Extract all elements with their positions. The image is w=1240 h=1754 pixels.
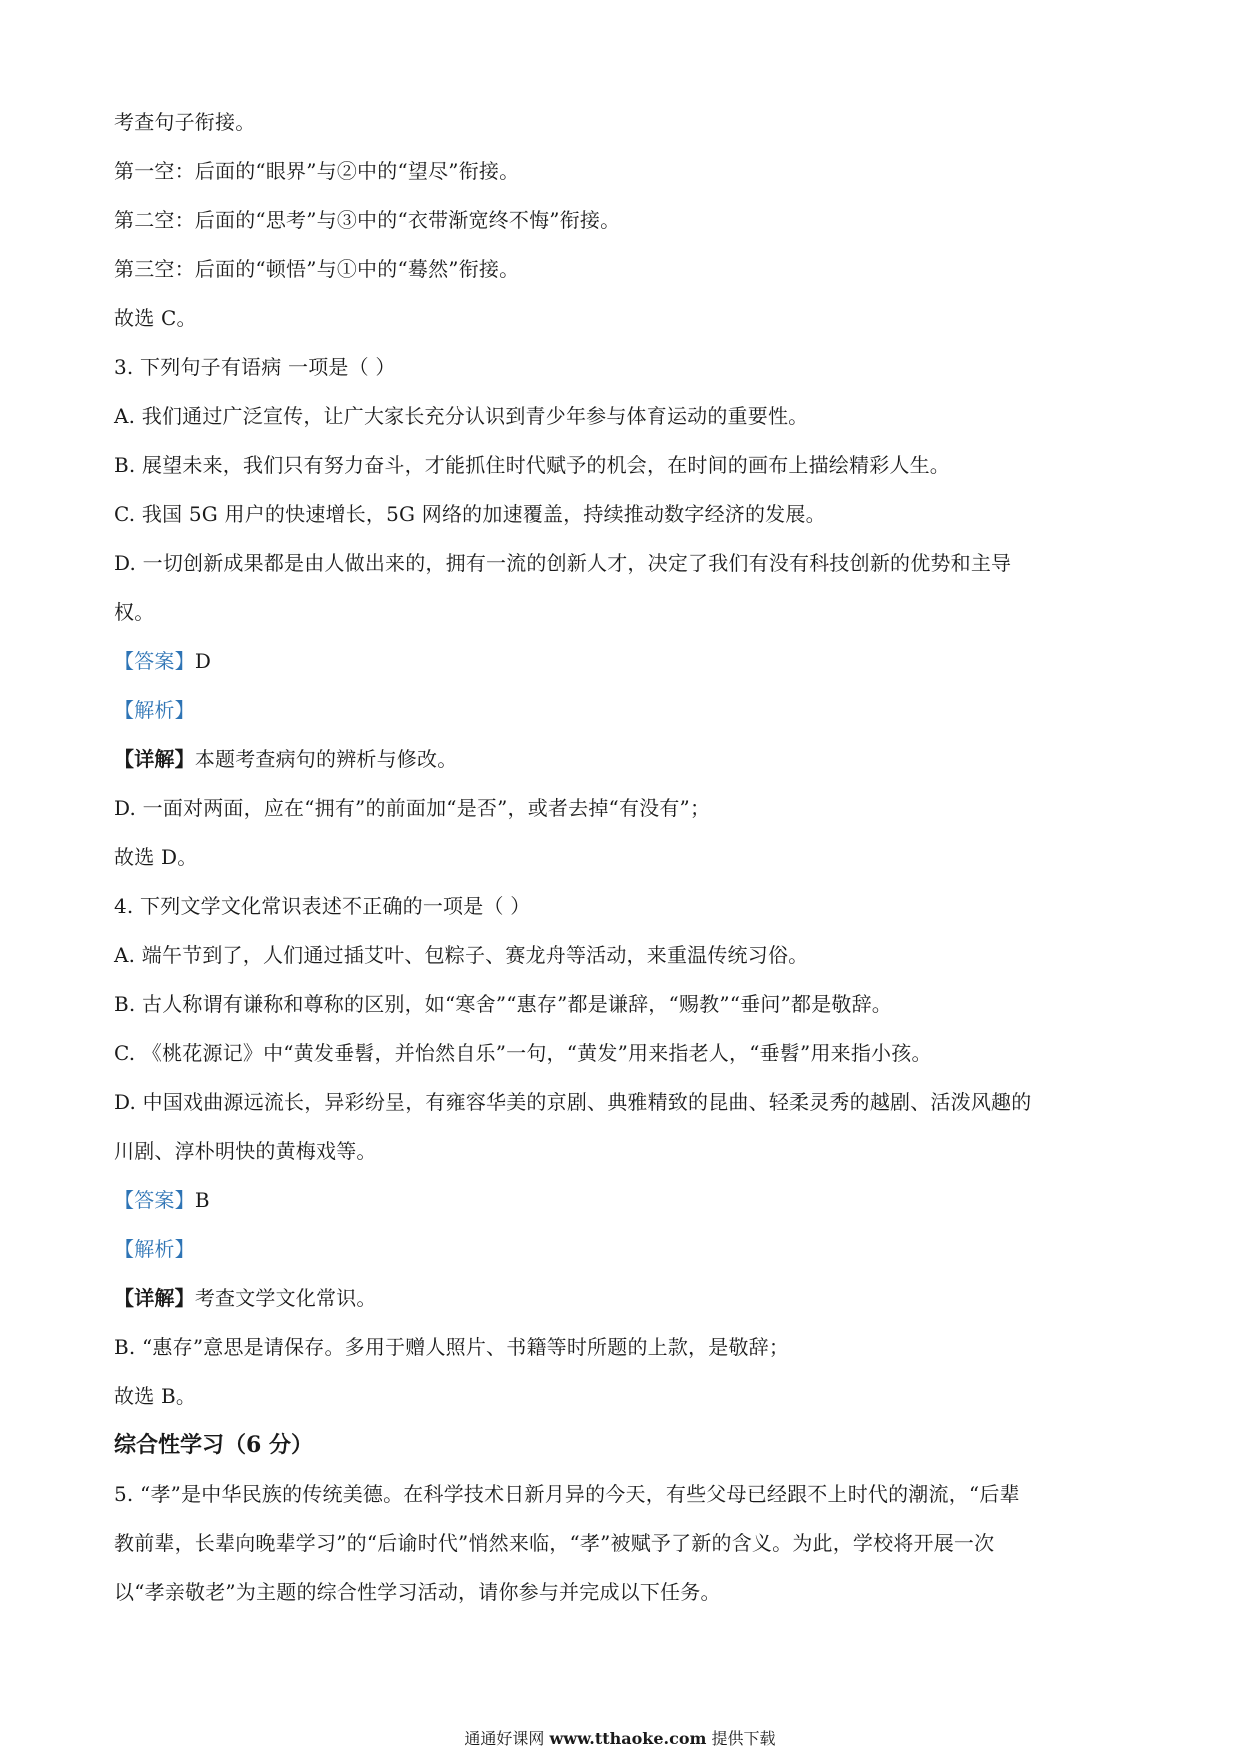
question-4-option-d-cont: 川剧、淳朴明快的黄梅戏等。 — [114, 1139, 377, 1163]
detail-tag: 【详解】 — [114, 747, 195, 771]
text-line: 故选 C。 — [114, 306, 197, 330]
question-4-option-a: A. 端午节到了，人们通过插艾叶、包粽子、赛龙舟等活动，来重温传统习俗。 — [114, 943, 809, 967]
document-body — [114, 98, 1134, 1617]
question-4-stem: 4. 下列文学文化常识表述不正确的一项是（ ） — [114, 894, 531, 918]
text-line: 考查句子衔接。 — [114, 110, 256, 134]
answer-tag: 【答案】 — [114, 1188, 195, 1212]
question-3-answer — [114, 637, 1134, 686]
question-3-analysis-tag: 【解析】 — [114, 698, 195, 722]
text-line: 第一空：后面的“眼界”与②中的“望尽”衔接。 — [114, 159, 520, 183]
question-3-explanation: D. 一面对两面，应在“拥有”的前面加“是否”，或者去掉“有没有”； — [114, 796, 711, 820]
footer-url[interactable]: www.tthaoke.com — [549, 1729, 707, 1748]
footer-suffix: 提供下载 — [711, 1729, 776, 1748]
question-3-option-b: B. 展望未来，我们只有努力奋斗，才能抓住时代赋予的机会，在时间的画布上描绘精彩人生。 — [114, 453, 951, 477]
question-3-conclusion: 故选 D。 — [114, 845, 198, 869]
question-4-option-c: C. 《桃花源记》中“黄发垂髫，并怡然自乐”一句，“黄发”用来指老人，“垂髫”用来指小孩。 — [114, 1041, 932, 1065]
question-3-option-d: D. 一切创新成果都是由人做出来的，拥有一流的创新人才，决定了我们有没有科技创新的优势和主导 — [114, 551, 1012, 575]
question-4-conclusion: 故选 B。 — [114, 1384, 197, 1408]
text-line: 第二空：后面的“思考”与③中的“衣带渐宽终不悔”衔接。 — [114, 208, 621, 232]
question-4-answer — [114, 1176, 1134, 1225]
detail-text: 考查文学文化常识。 — [194, 1286, 377, 1310]
question-3-stem: 3. 下列句子有语病 一项是（ ） — [114, 355, 396, 379]
question-4-option-b: B. 古人称谓有谦称和尊称的区别，如“寒舍”“惠存”都是谦辞，“赐教”“垂问”都是敬辞。 — [114, 992, 893, 1016]
question-3-detail — [114, 735, 1134, 784]
section-title: 综合性学习（6 分） — [114, 1432, 313, 1458]
answer-value: B — [194, 1188, 210, 1212]
question-4-analysis-tag: 【解析】 — [114, 1237, 195, 1261]
question-3-option-c: C. 我国 5G 用户的快速增长，5G 网络的加速覆盖，持续推动数字经济的发展。 — [114, 502, 826, 526]
detail-text: 本题考查病句的辨析与修改。 — [194, 747, 458, 771]
detail-tag: 【详解】 — [114, 1286, 195, 1310]
question-4-explanation: B. “惠存”意思是请保存。多用于赠人照片、书籍等时所题的上款，是敬辞； — [114, 1335, 790, 1359]
answer-value: D — [194, 649, 212, 673]
question-4-option-d: D. 中国戏曲源远流长，异彩纷呈，有雍容华美的京剧、典雅精致的昆曲、轻柔灵秀的越剧、活泼风趣的 — [114, 1090, 1032, 1114]
question-3-option-d-cont: 权。 — [114, 600, 155, 624]
question-4-detail — [114, 1274, 1134, 1323]
footer-site-name: 通通好课网 — [464, 1729, 545, 1748]
question-5-stem-line: 教前辈，长辈向晚辈学习”的“后谕时代”悄然来临，“孝”被赋予了新的含义。为此，学校将开展一次 — [114, 1531, 995, 1555]
text-line: 第三空：后面的“顿悟”与①中的“蓦然”衔接。 — [114, 257, 520, 281]
page-footer — [0, 1726, 1240, 1749]
answer-tag: 【答案】 — [114, 649, 195, 673]
question-5-stem-line: 5. “孝”是中华民族的传统美德。在科学技术日新月异的今天，有些父母已经跟不上时代的潮流，“后辈 — [114, 1482, 1020, 1506]
question-3-option-a: A. 我们通过广泛宣传，让广大家长充分认识到青少年参与体育运动的重要性。 — [114, 404, 809, 428]
question-5-stem-line: 以“孝亲敬老”为主题的综合性学习活动，请你参与并完成以下任务。 — [114, 1580, 721, 1604]
